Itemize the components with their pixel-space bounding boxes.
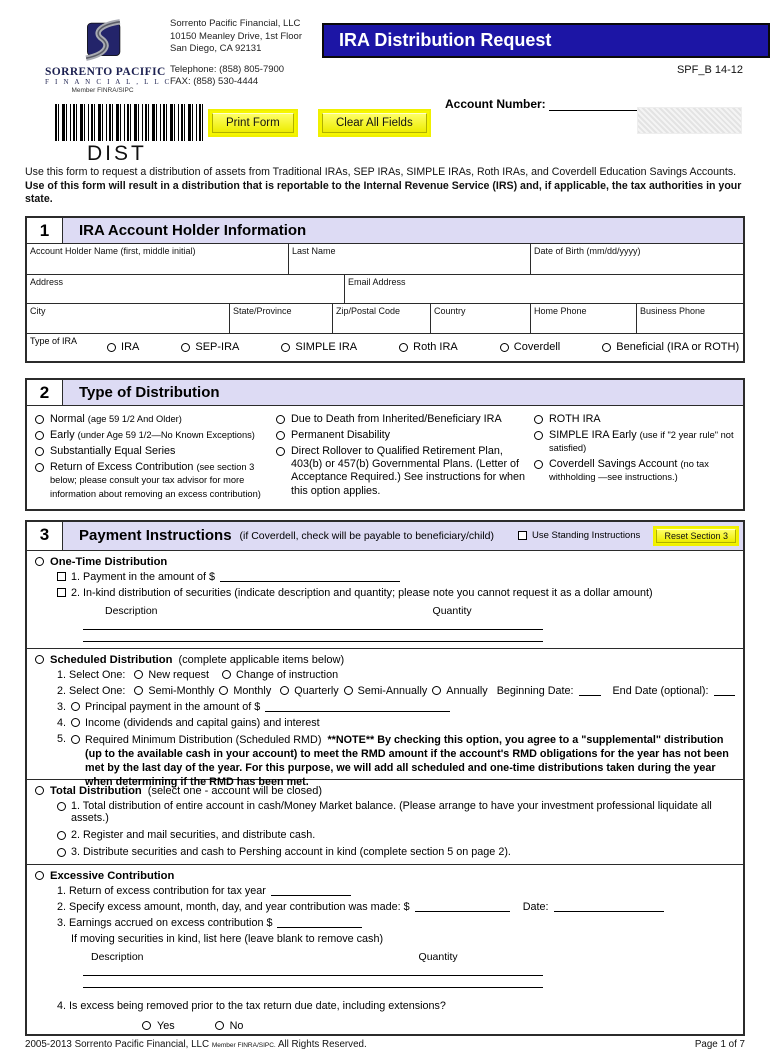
- footer-page-number: Page 1 of 7: [694, 1038, 745, 1050]
- phone-line: Telephone: (858) 805-7900: [170, 63, 285, 75]
- radio-ira[interactable]: IRA: [107, 341, 139, 353]
- radio-early[interactable]: Early (under Age 59 1/2—No Known Exceptions): [35, 429, 272, 442]
- section-1-header: [27, 218, 743, 244]
- radio-permanent-disability[interactable]: Permanent Disability: [276, 429, 530, 442]
- one-time-item-1: 1. Payment in the amount of $: [57, 571, 735, 583]
- reset-section-3-button[interactable]: Reset Section 3: [653, 526, 739, 546]
- rmd-radio[interactable]: [71, 735, 80, 744]
- scheduled-line-4: 4. Income (dividends and capital gains) and interest: [57, 716, 320, 729]
- radio-icon[interactable]: [602, 343, 611, 352]
- description-label: Description: [91, 950, 144, 963]
- one-time-item-2: 2. In-kind distribution of securities (indicate description and quantity; please note you cannot request it as a dollar amount): [57, 587, 735, 599]
- field-account-holder-name[interactable]: Account Holder Name (first, middle initial): [27, 244, 289, 274]
- earnings-field[interactable]: [277, 917, 362, 928]
- total-distribution-block: [27, 780, 743, 865]
- office-use-box: [637, 107, 742, 134]
- type-of-ira-label: Type of IRA: [30, 335, 78, 346]
- section-3-title: Payment Instructions: [79, 527, 232, 545]
- footer-copyright: 2005-2013 Sorrento Pacific Financial, LLC: [25, 1038, 210, 1050]
- radio-icon[interactable]: [534, 460, 543, 469]
- total-item-2: 2. Register and mail securities, and distribute cash.: [57, 829, 735, 841]
- page-footer: [25, 1039, 745, 1050]
- excessive-item-2: 2. Specify excess amount, month, day, and year contribution was made: $ Date:: [57, 901, 735, 913]
- beginning-date-label: Beginning Date:: [496, 684, 574, 697]
- radio-direct-rollover[interactable]: Direct Rollover to Qualified Retirement Plan, 403(b) or 457(b) Governmental Plans. (Letter of Acceptance Required.) See instructions for when this option applies.: [276, 445, 530, 498]
- quarterly-radio[interactable]: [280, 686, 289, 695]
- section-3: [25, 520, 745, 1036]
- radio-coverdell-savings[interactable]: Coverdell Savings Account (no tax withholding —see instructions.): [534, 458, 735, 484]
- section-1-number: 1: [27, 218, 63, 243]
- radio-icon[interactable]: [281, 343, 290, 352]
- print-form-button[interactable]: Print Form: [208, 109, 298, 137]
- annually-radio[interactable]: [432, 686, 441, 695]
- excessive-radio[interactable]: [35, 871, 44, 880]
- radio-icon[interactable]: [534, 415, 543, 424]
- change-instruction-radio[interactable]: [222, 670, 231, 679]
- monthly-radio[interactable]: [219, 686, 228, 695]
- radio-icon[interactable]: [276, 447, 285, 456]
- radio-icon[interactable]: [276, 415, 285, 424]
- total-heading: Total Distribution: [50, 784, 142, 797]
- tax-year-field[interactable]: [271, 885, 351, 896]
- intro-paragraph: [25, 166, 745, 207]
- excess-amount-field[interactable]: [415, 901, 510, 912]
- address-line-1: Sorrento Pacific Financial, LLC: [170, 18, 301, 29]
- radio-simple-ira[interactable]: SIMPLE IRA: [281, 341, 357, 353]
- address-line-2: 10150 Meanley Drive, 1st Floor: [170, 30, 303, 42]
- radio-coverdell[interactable]: Coverdell: [500, 341, 560, 353]
- excessive-heading: Excessive Contribution: [50, 869, 175, 882]
- security-line-1[interactable]: [83, 617, 543, 630]
- excessive-item-3b: If moving securities in kind, list here (leave blank to remove cash): [71, 932, 384, 945]
- intro-normal: Use this form to request a distribution of assets from Traditional IRAs, SEP IRAs, SIMPLE IRAs, Roth IRAs, and Coverdell Education Savings Accounts.: [25, 166, 737, 178]
- excess-date-label: Date:: [522, 900, 549, 913]
- field-email[interactable]: Email Address: [348, 276, 406, 287]
- one-time-distribution-block: [27, 551, 743, 649]
- radio-icon[interactable]: [399, 343, 408, 352]
- semi-annually-radio[interactable]: [344, 686, 353, 695]
- logo-company-sub: F I N A N C I A L , L L C: [45, 78, 172, 86]
- radio-substantially-equal[interactable]: Substantially Equal Series: [35, 445, 272, 458]
- radio-icon[interactable]: [181, 343, 190, 352]
- security-line-2[interactable]: [83, 630, 543, 642]
- form-code: SPF_B 14-12: [676, 64, 743, 76]
- radio-icon[interactable]: [35, 415, 44, 424]
- principal-amount-field[interactable]: [265, 701, 450, 712]
- field-country[interactable]: Country: [431, 304, 531, 333]
- excessive-item-1: 1. Return of excess contribution for tax year: [57, 885, 735, 897]
- section-2-title: Type of Distribution: [79, 383, 220, 401]
- barcode: [55, 104, 205, 141]
- section-1: [25, 216, 745, 363]
- radio-simple-ira-early[interactable]: SIMPLE IRA Early (use if "2 year rule" not satisfied): [534, 429, 735, 455]
- excess-yes-option[interactable]: Yes: [142, 1020, 175, 1032]
- in-kind-checkbox[interactable]: [57, 588, 66, 597]
- section-3-number: 3: [27, 522, 63, 550]
- quantity-label: Quantity: [418, 950, 458, 963]
- scheduled-line-2: 2. Select One: Semi-Monthly Monthly Quarterly Semi-Annually Annually Beginning Date: End Date (optional):: [57, 685, 735, 697]
- income-radio[interactable]: [71, 718, 80, 727]
- radio-roth-ira[interactable]: Roth IRA: [399, 341, 458, 353]
- total-option-3-radio[interactable]: [57, 848, 66, 857]
- radio-icon[interactable]: [500, 343, 509, 352]
- radio-icon[interactable]: [107, 343, 116, 352]
- radio-sep-ira[interactable]: SEP-IRA: [181, 341, 239, 353]
- excess-security-line-2[interactable]: [83, 976, 543, 988]
- field-date-of-birth[interactable]: Date of Birth (mm/dd/yyyy): [534, 245, 641, 256]
- standing-instructions-checkbox[interactable]: [518, 531, 527, 540]
- radio-icon[interactable]: [276, 431, 285, 440]
- one-time-radio[interactable]: [35, 557, 44, 566]
- field-business-phone[interactable]: Business Phone: [640, 305, 706, 316]
- scheduled-line-5: 5. Required Minimum Distribution (Scheduled RMD) **NOTE** By checking this option, you agree to a "supplemental" distribution (up to the available cash in your account) to meet the RMD amount if the account's RMD obligations for the year has not been met by the last day of the year. For this purpose, we will add all scheduled and one-time distributions taken during the year when determining if the RMD has been met.: [57, 732, 729, 788]
- footer-rights: All Rights Reserved.: [277, 1038, 367, 1050]
- section-2: [25, 378, 745, 511]
- end-date-label: End Date (optional):: [612, 684, 709, 697]
- payment-amount-checkbox[interactable]: [57, 572, 66, 581]
- account-number-label: Account Number:: [445, 97, 546, 111]
- sorrento-pacific-logo-icon: [77, 14, 129, 66]
- field-state[interactable]: State/Province: [230, 304, 333, 333]
- excess-no-option[interactable]: No: [215, 1020, 244, 1032]
- principal-payment-radio[interactable]: [71, 702, 80, 711]
- section-2-header: [27, 380, 743, 406]
- total-radio[interactable]: [35, 786, 44, 795]
- field-home-phone[interactable]: Home Phone: [531, 304, 637, 333]
- scheduled-line-1: 1. Select One: New request Change of instruction: [57, 668, 339, 681]
- section-2-number: 2: [27, 380, 63, 405]
- total-option-2-radio[interactable]: [57, 831, 66, 840]
- excessive-item-4: 4. Is excess being removed prior to the tax return due date, including extensions?: [57, 999, 446, 1012]
- yes-radio[interactable]: [142, 1021, 151, 1030]
- address-line-3: San Diego, CA 92131: [170, 43, 262, 55]
- radio-return-excess[interactable]: Return of Excess Contribution (see section 3 below; please consult your tax advisor for more information about removing an excess contribution): [35, 461, 272, 501]
- company-address: [170, 18, 302, 89]
- footer-member: Member FINRA/SIPC.: [211, 1041, 276, 1049]
- new-request-radio[interactable]: [134, 670, 143, 679]
- semi-monthly-radio[interactable]: [134, 686, 143, 695]
- excessive-item-3: 3. Earnings accrued on excess contribution $: [57, 917, 735, 929]
- company-logo: [45, 14, 172, 94]
- one-time-heading: One-Time Distribution: [50, 555, 168, 568]
- scheduled-line-3: 3. Principal payment in the amount of $: [57, 701, 735, 713]
- no-radio[interactable]: [215, 1021, 224, 1030]
- form-title: IRA Distribution Request: [322, 23, 770, 58]
- radio-roth-ira-dist[interactable]: ROTH IRA: [534, 413, 735, 426]
- barcode-label: DIST: [87, 142, 147, 165]
- total-option-1-radio[interactable]: [57, 802, 66, 811]
- scheduled-radio[interactable]: [35, 655, 44, 664]
- fax-line: FAX: (858) 530-4444: [170, 76, 259, 88]
- radio-icon[interactable]: [35, 447, 44, 456]
- radio-beneficial[interactable]: Beneficial (IRA or ROTH): [602, 341, 739, 353]
- excess-security-line-1[interactable]: [83, 963, 543, 976]
- payment-amount-field[interactable]: [220, 571, 400, 582]
- end-date-field[interactable]: [714, 685, 735, 696]
- standing-instructions-option[interactable]: Use Standing Instructions: [518, 530, 640, 541]
- beginning-date-field[interactable]: [579, 685, 602, 696]
- scheduled-heading: Scheduled Distribution: [50, 653, 173, 666]
- description-label: Description: [105, 604, 158, 617]
- clear-all-fields-button[interactable]: Clear All Fields: [318, 109, 431, 137]
- radio-icon[interactable]: [534, 431, 543, 440]
- quantity-label: Quantity: [432, 604, 472, 617]
- excessive-contribution-block: [27, 865, 743, 1034]
- radio-due-to-death[interactable]: Due to Death from Inherited/Beneficiary IRA: [276, 413, 530, 426]
- section-3-subtitle: (if Coverdell, check will be payable to beneficiary/child): [239, 529, 494, 542]
- field-zip[interactable]: Zip/Postal Code: [333, 304, 431, 333]
- header: [25, 12, 745, 165]
- total-item-3: 3. Distribute securities and cash to Pershing account in kind (complete section 5 on page 2).: [57, 846, 735, 858]
- logo-member-line: Member FINRA/SIPC: [71, 87, 134, 94]
- logo-company-name: SORRENTO PACIFIC: [45, 66, 166, 78]
- total-note: (select one - account will be closed): [147, 784, 323, 797]
- radio-icon[interactable]: [35, 431, 44, 440]
- section-3-header: [27, 522, 743, 551]
- field-city[interactable]: City: [27, 304, 230, 333]
- scheduled-distribution-block: [27, 649, 743, 788]
- radio-icon[interactable]: [35, 463, 44, 472]
- radio-normal[interactable]: Normal (age 59 1/2 And Older): [35, 413, 272, 426]
- section-1-title: IRA Account Holder Information: [79, 221, 307, 239]
- total-item-1: 1. Total distribution of entire account in cash/Money Market balance. (Please arrange to have your investment professional liquidate all assets.): [57, 800, 735, 824]
- intro-bold: Use of this form will result in a distribution that is reportable to the Internal Revenue Service (IRS) and, if applicable, the tax authorities in your state.: [25, 179, 742, 206]
- field-address[interactable]: Address: [27, 275, 345, 303]
- scheduled-note: (complete applicable items below): [178, 653, 345, 666]
- field-last-name[interactable]: Last Name: [289, 244, 531, 274]
- excess-date-field[interactable]: [554, 901, 664, 912]
